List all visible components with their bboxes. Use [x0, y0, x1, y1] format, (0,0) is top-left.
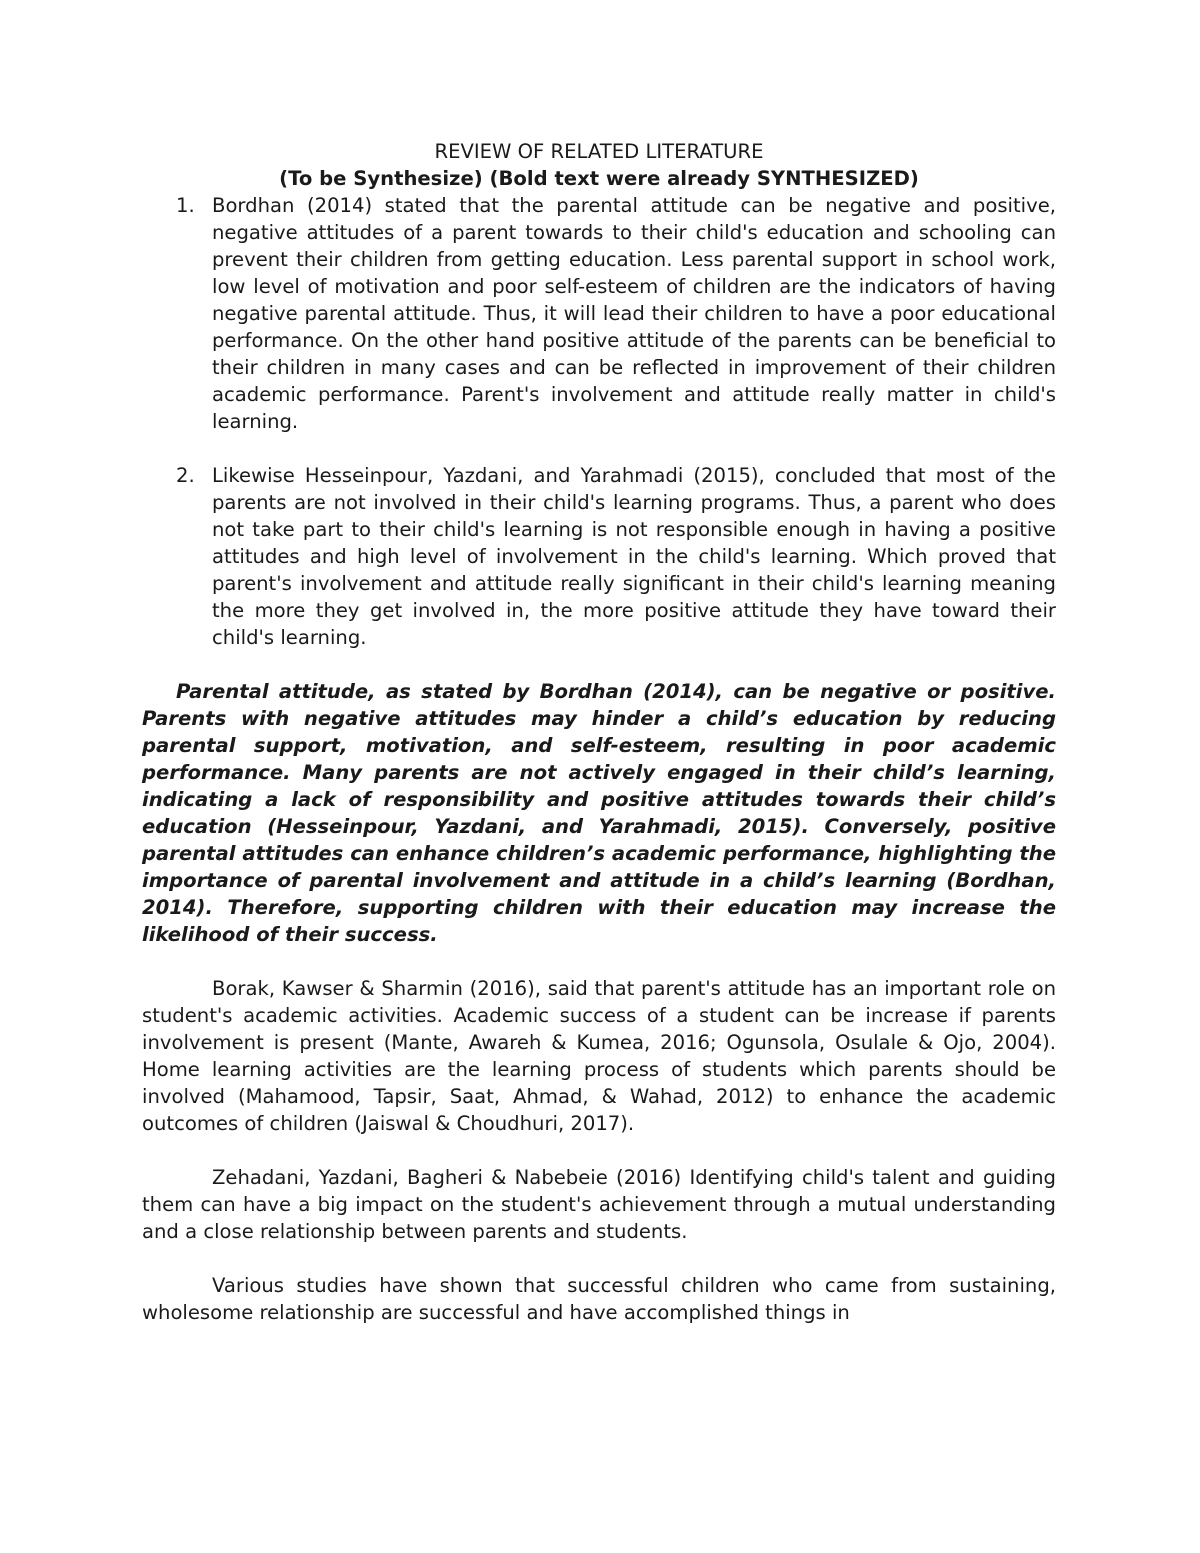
body-paragraph: Borak, Kawser & Sharmin (2016), said that parent's attitude has an important role on student's academic activities. Academic success of a student can be increase if parents involvement is present (Mante, Awareh & Kumea, 2016; Ogunsola, Osulale & Ojo, 2004). Home learning activities are the learning process of students which parents should be involved (Mahamood, Tapsir, Saat, Ahmad, & Wahad, 2012) to enhance the academic outcomes of children (Jaiswal & Choudhuri, 2017).: [142, 977, 1056, 1135]
list-item-text: Likewise Hesseinpour, Yazdani, and Yarahmadi (2015), concluded that most of the parents are not involved in their child's learning programs. Thus, a parent who does not take part to their child's learning is not responsible enough in having a positive attitudes and high level of involvement in the child's learning. Which proved that parent's involvement and attitude really significant in their child's learning meaning the more they get involved in, the more positive attitude they have toward their child's learning.: [212, 464, 1056, 649]
list-item-text: Bordhan (2014) stated that the parental attitude can be negative and positive, negative attitudes of a parent towards to their child's education and schooling can prevent their children from getting education. Less parental support in school work, low level of motivation and poor self-esteem of children are the indicators of having negative parental attitude. Thus, it will lead their children to have a poor educational performance. On the other hand positive attitude of the parents can be beneficial to their children in many cases and can be reflected in improvement of their children academic performance. Parent's involvement and attitude really matter in child's learning.: [212, 194, 1056, 433]
list-item: [142, 192, 1056, 435]
page-title: REVIEW OF RELATED LITERATURE: [434, 140, 764, 163]
list-item-number: 2.: [176, 464, 195, 487]
page-subtitle: (To be Synthesize) (Bold text were already SYNTHESIZED): [279, 167, 919, 190]
body-paragraph: Various studies have shown that successful children who came from sustaining, wholesome relationship are successful and have accomplished things in: [142, 1274, 1056, 1324]
list-item-number: 1.: [176, 194, 195, 217]
list-item: [142, 462, 1056, 651]
literature-list: [142, 192, 1056, 651]
body-paragraph: Zehadani, Yazdani, Bagheri & Nabebeie (2016) Identifying child's talent and guiding them can have a big impact on the student's achievement through a mutual understanding and a close relationship between parents and students.: [142, 1166, 1056, 1243]
document-page: [142, 138, 1056, 1326]
synthesized-paragraph: Parental attitude, as stated by Bordhan (2014), can be negative or positive. Parents with negative attitudes may hinder a child’s education by reducing parental support, motivation, and self-esteem, resulting in poor academic performance. Many parents are not actively engaged in their child’s learning, indicating a lack of responsibility and positive attitudes towards their child’s education (Hesseinpour, Yazdani, and Yarahmadi, 2015). Conversely, positive parental attitudes can enhance children’s academic performance, highlighting the importance of parental involvement and attitude in a child’s learning (Bordhan, 2014). Therefore, supporting children with their education may increase the likelihood of their success.: [142, 680, 1056, 946]
